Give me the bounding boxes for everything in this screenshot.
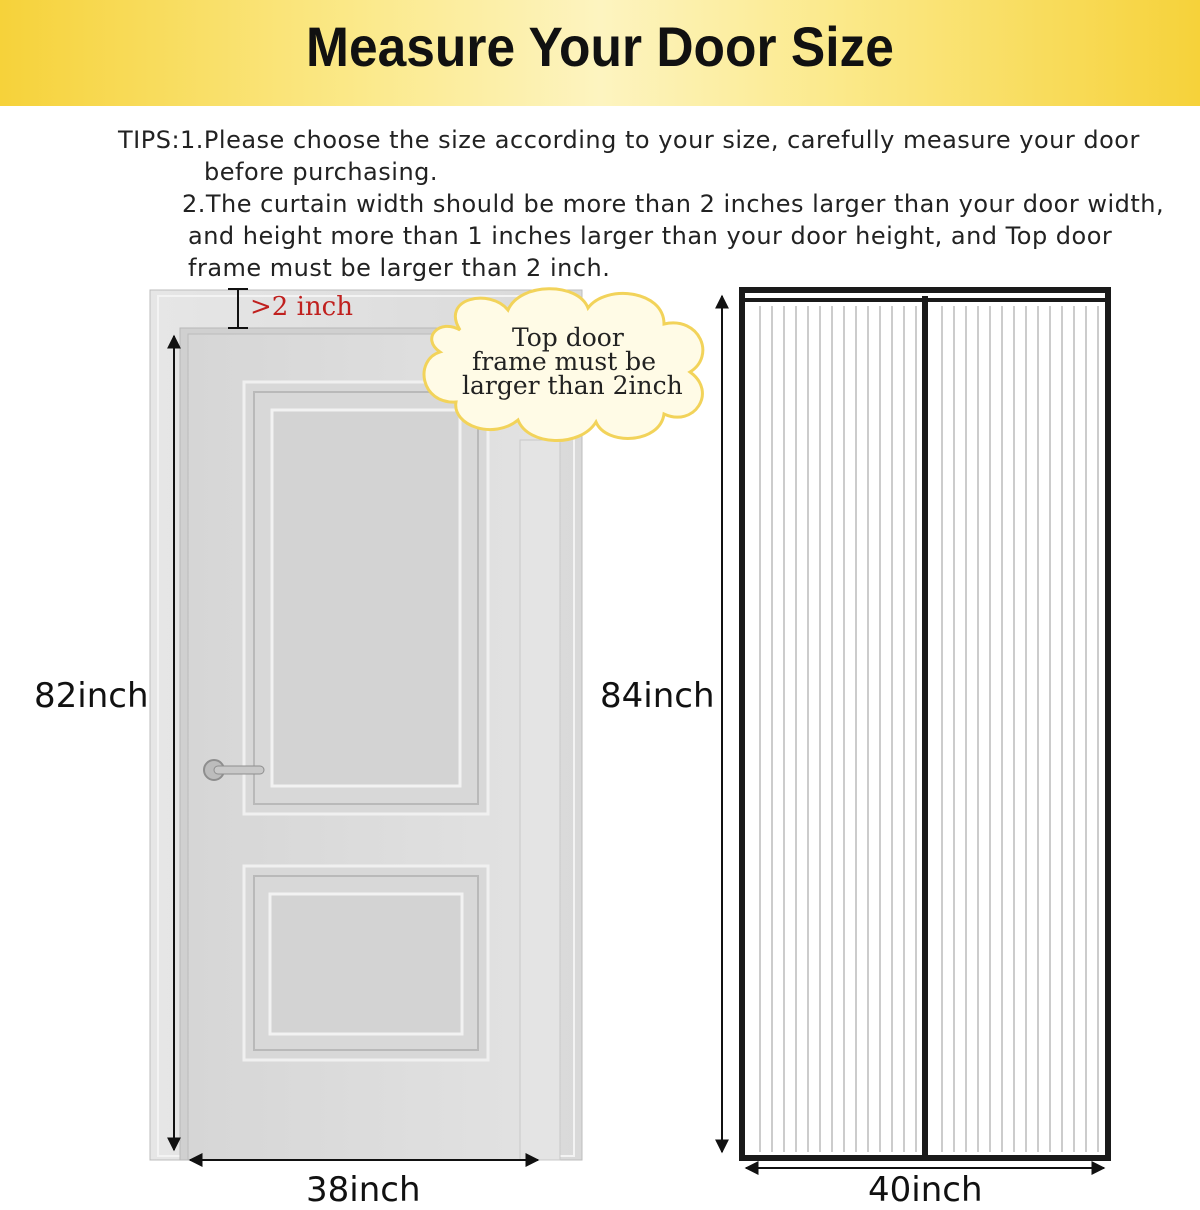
door-height-label: 82inch [34,676,149,716]
tip-line-4: and height more than 1 inches larger than your door height, and Top door [188,222,1113,250]
screen-curtain [742,290,1108,1158]
tip-line-2: before purchasing. [204,158,439,186]
tip-line-3: 2.The curtain width should be more than 2 inches larger than your door width, [182,190,1165,218]
curtain-height-label: 84inch [600,676,715,716]
gap-label: >2 inch [250,292,353,322]
curtain-width-label: 40inch [868,1170,983,1210]
cloud-line-3: larger than 2inch [462,371,683,400]
cloud-line-1: Top door [512,323,624,352]
door-width-label: 38inch [306,1170,421,1210]
page-title: Measure Your Door Size [306,15,894,78]
tip-line-1: TIPS:1.Please choose the size according to your size, carefully measure your door [118,126,1140,154]
cloud-line-2: frame must be [472,347,656,376]
door-leaf [188,334,560,1160]
tip-line-5: frame must be larger than 2 inch. [188,254,611,282]
